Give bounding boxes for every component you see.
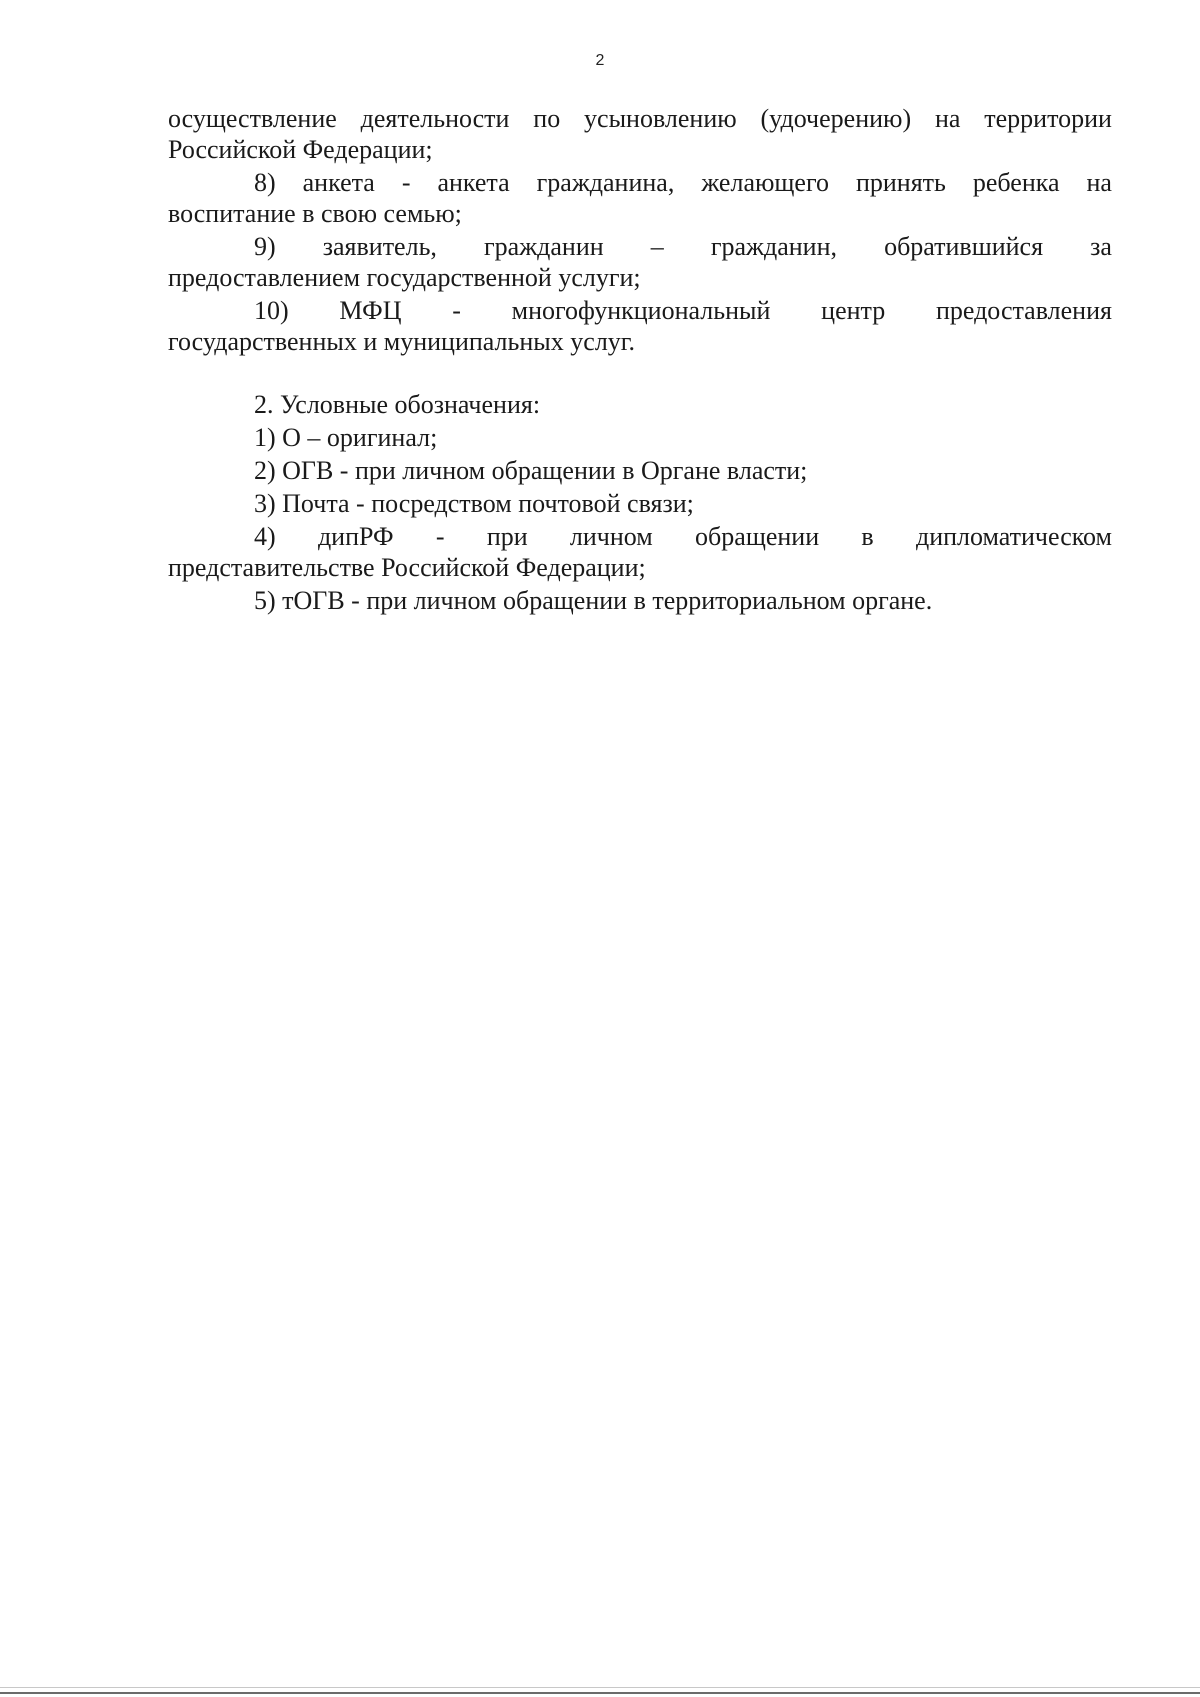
word: - — [435, 522, 445, 551]
section-heading-symbols: 2. Условные обозначения: — [254, 390, 541, 419]
definition-item-9 — [168, 231, 1112, 262]
word: дипРФ — [317, 522, 394, 551]
word: анкета — [437, 168, 510, 197]
symbol-item-3: 3) Почта - посредством почтовой связи; — [254, 489, 694, 518]
definition-item-8-continued: воспитание в свою семью; — [168, 199, 462, 228]
word: анкета — [302, 168, 375, 197]
word: по — [533, 104, 561, 133]
intro-line-2: Российской Федерации; — [168, 135, 433, 164]
item-number: 8) — [254, 168, 276, 197]
word: – — [650, 232, 664, 261]
symbol-item-2: 2) ОГВ - при личном обращении в Органе власти; — [254, 456, 808, 485]
word: МФЦ — [339, 296, 402, 325]
word: принять — [855, 168, 946, 197]
word: центр — [821, 296, 886, 325]
word: - — [401, 168, 411, 197]
word: обращении — [695, 522, 820, 551]
word: (удочерению) — [760, 104, 912, 133]
word: территории — [984, 104, 1112, 133]
item-number: 10) — [254, 296, 289, 325]
word: ребенка — [972, 168, 1060, 197]
word: в — [861, 522, 874, 551]
word: гражданин — [484, 232, 604, 261]
symbol-item-1: 1) О – оригинал; — [254, 423, 438, 452]
scan-bottom-edge — [0, 1692, 1200, 1694]
word: гражданина, — [536, 168, 675, 197]
word: заявитель, — [322, 232, 437, 261]
page-number: 2 — [595, 52, 605, 69]
definition-item-10 — [168, 295, 1112, 326]
word: усыновлению — [584, 104, 737, 133]
word: желающего — [701, 168, 829, 197]
definition-item-8 — [168, 167, 1112, 198]
item-number: 4) — [254, 522, 276, 551]
symbol-item-4 — [168, 521, 1112, 552]
word: многофункциональный — [511, 296, 771, 325]
word: - — [452, 296, 461, 325]
word: при — [486, 522, 528, 551]
symbol-item-5: 5) тОГВ - при личном обращении в территориальном органе. — [254, 586, 933, 615]
word: на — [934, 104, 961, 133]
paragraph-gap — [168, 357, 1112, 389]
word: за — [1090, 232, 1112, 261]
document-body — [168, 103, 1112, 616]
definition-item-10-continued: государственных и муниципальных услуг. — [168, 327, 636, 356]
word: обратившийся — [884, 232, 1044, 261]
word: предоставления — [935, 296, 1112, 325]
item-number: 9) — [254, 232, 276, 261]
word: осуществление — [168, 104, 337, 133]
word: деятельности — [360, 104, 510, 133]
word: гражданин, — [710, 232, 837, 261]
word: дипломатическом — [915, 522, 1112, 551]
word: личном — [569, 522, 653, 551]
definition-item-9-continued: предоставлением государственной услуги; — [168, 263, 641, 292]
symbol-item-4-continued: представительстве Российской Федерации; — [168, 553, 646, 582]
word: на — [1086, 168, 1112, 197]
intro-line-1 — [168, 103, 1112, 134]
scan-edge-line — [0, 1687, 1200, 1688]
